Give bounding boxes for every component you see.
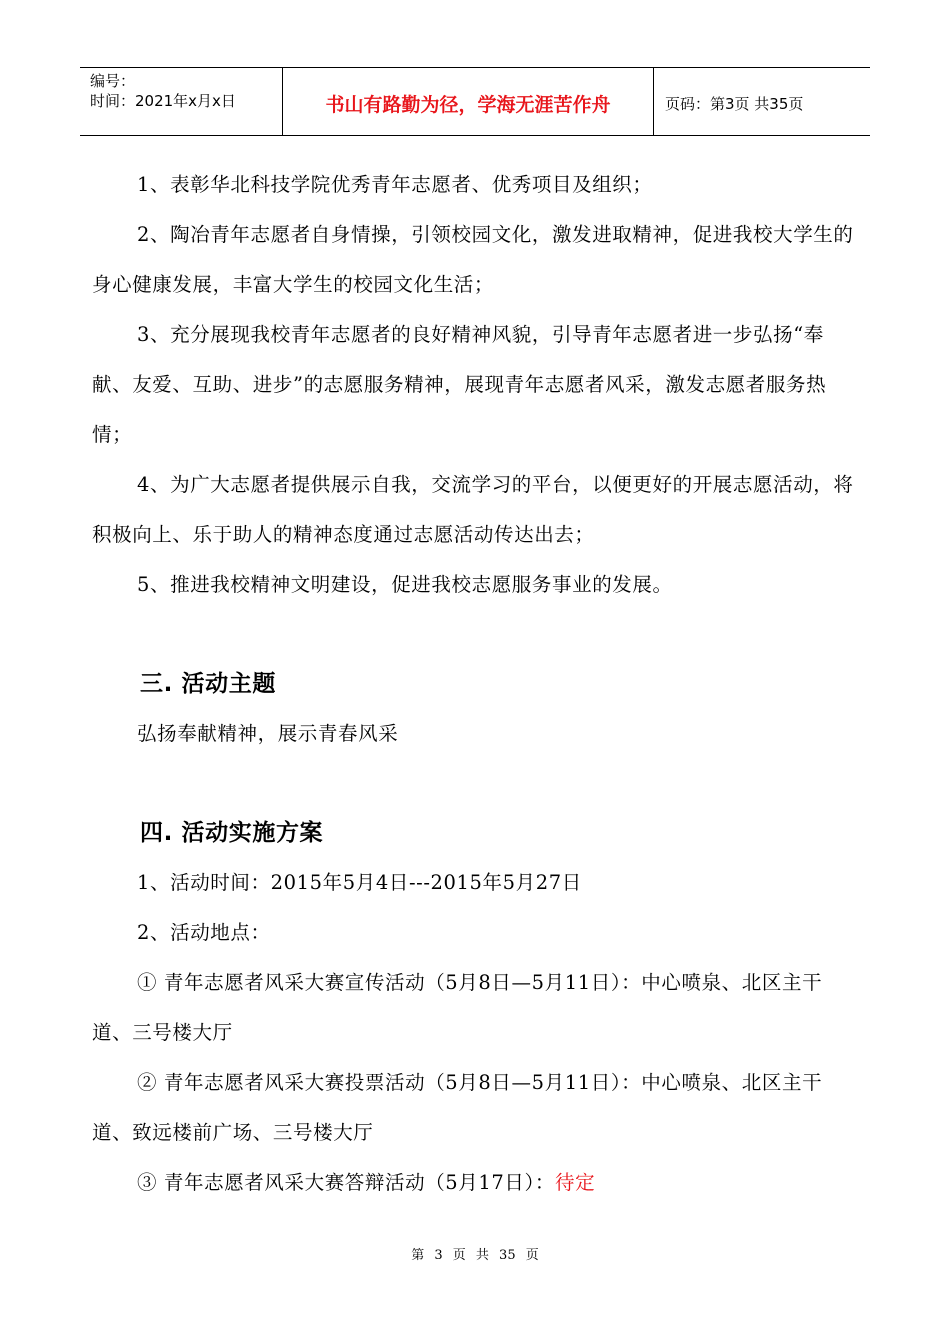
theme-body: 弘扬奉献精神，展示青春风采	[137, 722, 399, 745]
goal-item: 5、推进我校精神文明建设，促进我校志愿服务事业的发展。	[137, 573, 673, 596]
header-motto: 书山有路勤为径，学海无涯苦作舟	[283, 68, 654, 135]
plan-place-item: ② 青年志愿者风采大赛投票活动（5月8日—5月11日）：中心喷泉、北区主干道、致远楼前广场、三号楼大厅	[92, 1071, 823, 1144]
doc-number-label: 编号：	[90, 72, 136, 90]
section-heading-plan: 四. 活动实施方案	[140, 820, 324, 846]
goal-item: 3、充分展现我校青年志愿者的良好精神风貌，引导青年志愿者进一步弘扬“奉献、友爱、互助、进步”的志愿服务精神，展现青年志愿者风采，激发志愿者服务热情；	[92, 323, 827, 446]
document-body	[92, 160, 862, 1208]
spacer	[92, 610, 862, 659]
place3-text: ③ 青年志愿者风采大赛答辩活动（5月17日）：	[137, 1171, 555, 1194]
page-header	[80, 67, 870, 136]
goal-item: 2、陶冶青年志愿者自身情操，引领校园文化，激发进取精神，促进我校大学生的身心健康发展，丰富大学生的校园文化生活；	[92, 223, 854, 296]
plan-place-item	[92, 1158, 862, 1208]
goal-item: 4、为广大志愿者提供展示自我，交流学习的平台，以便更好的开展志愿活动，将积极向上、乐于助人的精神态度通过志愿活动传达出去；	[92, 473, 854, 546]
section-heading-theme: 三. 活动主题	[140, 671, 276, 697]
place3-status: 待定	[554, 1171, 596, 1194]
goal-item: 1、表彰华北科技学院优秀青年志愿者、优秀项目及组织；	[137, 173, 653, 196]
plan-place-item: ① 青年志愿者风采大赛宣传活动（5月8日—5月11日）：中心喷泉、北区主干道、三号楼大厅	[92, 971, 823, 1044]
header-page-info: 页码：第3页 共35页	[665, 95, 804, 113]
plan-time: 1、活动时间：2015年5月4日---2015年5月27日	[137, 871, 582, 894]
plan-place-label: 2、活动地点：	[137, 921, 271, 944]
header-meta-cell	[80, 68, 283, 135]
date-label: 时间：2021年x月x日	[90, 92, 236, 110]
spacer	[92, 759, 862, 808]
page-footer: 第 3 页 共 35 页	[411, 1248, 539, 1263]
